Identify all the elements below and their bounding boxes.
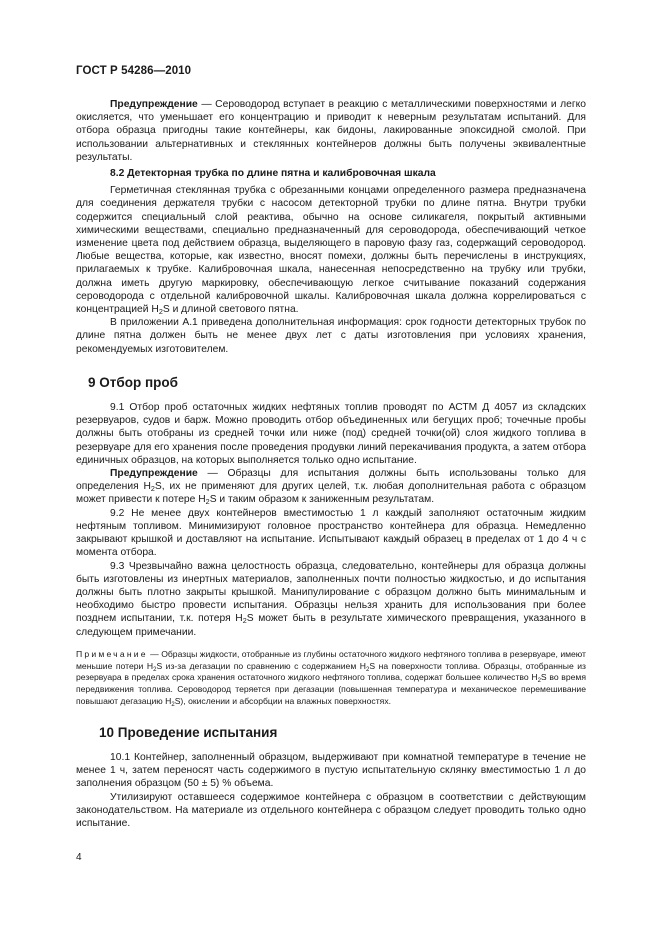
standard-header: ГОСТ Р 54286—2010	[76, 65, 192, 77]
text-run: Герметичная стеклянная трубка с обрезанными концами определенного размера предназначена для соединения держателя трубки с насосом детекторной трубки по длине пятна. Внутри трубки содержится специальный слой реактива, обычно на основе силикагеля, покрытый активными химическими веществами, специально предназначенный для сероводорода, обеспечивающий четкое изменение цвета под действием образца, выделяющего в паровую фазу газ, содержащий сероводород. Любые вещества, которые, как известно, вносят помехи, должны быть перечислены в инструкциях, прилагаемых к трубке. Калибровочная шкала, нанесенная непосредственно на трубку или трубки, должна иметь другую маркировку, обеспечивающую легкое считывание показаний содержания сероводорода с отдельной калибровочной шкалы. Калибровочная шкала должна коррелироваться с концентрацией H	[76, 185, 586, 316]
warning-text: — Сероводород вступает в реакцию с металлическими поверхностями и легко окисляется, что уменьшает его концентрацию и приводит к неверным результатам испытаний. Для отбора образца пригодны такие контейнеры, как бидоны, лакированные эпоксидной смолой. При использовании альтернативных и стеклянных контейнеров должны быть получены эквивалентные результаты.	[76, 99, 586, 163]
section-10-title: 10 Проведение испытания	[99, 724, 278, 740]
note-paragraph	[76, 649, 586, 708]
warning-label: Предупреждение	[110, 99, 198, 110]
warning-9-paragraph	[76, 467, 586, 507]
text-run: S на поверхности топлива. Образцы, отобранные из резервуара в пределах срока хранения остаточного жидкого нефтяного топлива, содержат большее количество H	[76, 660, 586, 683]
paragraph-8-2-1	[76, 184, 586, 316]
subsection-8-2-title: 8.2 Детекторная трубка по длине пятна и калибровочная шкала	[110, 168, 436, 180]
warning-label: Предупреждение	[110, 468, 198, 480]
subscript: 2	[150, 484, 155, 494]
paragraph-9-2: 9.2 Не менее двух контейнеров вместимостью 1 л каждый заполняют остаточным жидким нефтяным топливом. Минимизируют головное пространство контейнера для образца. Немедленно закрывают крышкой и доставляют на испытание. Испытывают каждый образец в пределах от 1 до 4 ч с момента отбора.	[76, 507, 586, 559]
subscript: 2	[242, 616, 247, 626]
text-run: S и таким образом к заниженным результатам.	[209, 494, 435, 506]
paragraph-10-1: 10.1 Контейнер, заполненный образцом, выдерживают при комнатной температуре в течение не менее 1 ч, затем переносят часть содержимого в пустую испытательную склянку вместимостью 1 л до заполнения образцом (50 ± 5) % объема.	[76, 751, 586, 790]
subscript: 2	[205, 497, 210, 507]
text-run: S может быть в результате химического превращения, указанного в следующем примечании.	[76, 613, 586, 638]
text-run: S), окислении и абсорбции на влажных поверхностях.	[174, 695, 392, 706]
text-run: — Образцы жидкости, отобранные из глубины остаточного жидкого нефтяного топлива в резервуаре, имеют меньшие потери H	[76, 648, 586, 671]
text-run: S во время передвижения топлива. Сероводород теряется при дегазации (повышенная температура и механическое перемешивание повышают дегазацию H	[76, 672, 586, 706]
text-run: S, их не применяют для других целей, т.к. любая дополнительная работа с образцом может привести к потере H	[76, 481, 587, 506]
subscript: 2	[171, 701, 175, 708]
paragraph-8-2-2: В приложении А.1 приведена дополнительная информация: срок годности детекторных трубок по длине пятна должен быть не менее двух лет с даты изготовления при условиях хранения, рекомендуемых изготовителем.	[76, 317, 586, 355]
page-number: 4	[76, 852, 82, 863]
paragraph-9-3	[76, 560, 586, 639]
subscript: 2	[537, 678, 541, 685]
document-body	[76, 92, 586, 830]
text-run: S из-за дегазации по сравнению с содержанием H	[156, 660, 366, 671]
text-run: 9.3 Чрезвычайно важна целостность образца, следовательно, контейнеры для образца должны быть изготовлены из инертных материалов, заполненных почти полностью жидкостью, и до испытания должны быть плотно закрыты крышкой. Манипулирование с образцом должно быть минимальным и необходимо быстро провести испытания. Образцы нельзя хранить для использования при более позднем испытании, т.к. потеря H	[76, 560, 586, 625]
paragraph-10-2: Утилизируют оставшееся содержимое контейнера с образцом в соответствии с действующим законодательством. На материале из отдельного контейнера с образцом следует проводить только одно испытание.	[76, 791, 586, 829]
subscript: 2	[158, 307, 163, 317]
section-9-title: 9 Отбор проб	[88, 374, 178, 390]
subscript: 2	[153, 666, 157, 673]
warning-paragraph	[76, 98, 586, 164]
paragraph-9-1: 9.1 Отбор проб остаточных жидких нефтяных топлив проводят по АСТМ Д 4057 из складских резервуаров, судов и барж. Можно проводить отбор объединенных или бегущих проб; точечные пробы должны быть отобраны из средней точки или ниже (под) средней точки(ой) слоя жидкого топлива в резервуаре для его хранения после проведения продувки линий перекачивания продукта, а затем отбора единичных образцов, на которых выполняется только одно испытание.	[76, 402, 586, 466]
subscript: 2	[365, 666, 370, 673]
note-label: Примечание	[76, 648, 148, 659]
text-run: — Образцы для испытания должны быть использованы только для определения H	[76, 468, 586, 493]
text-run: S и длиной светового пятна.	[162, 304, 299, 316]
